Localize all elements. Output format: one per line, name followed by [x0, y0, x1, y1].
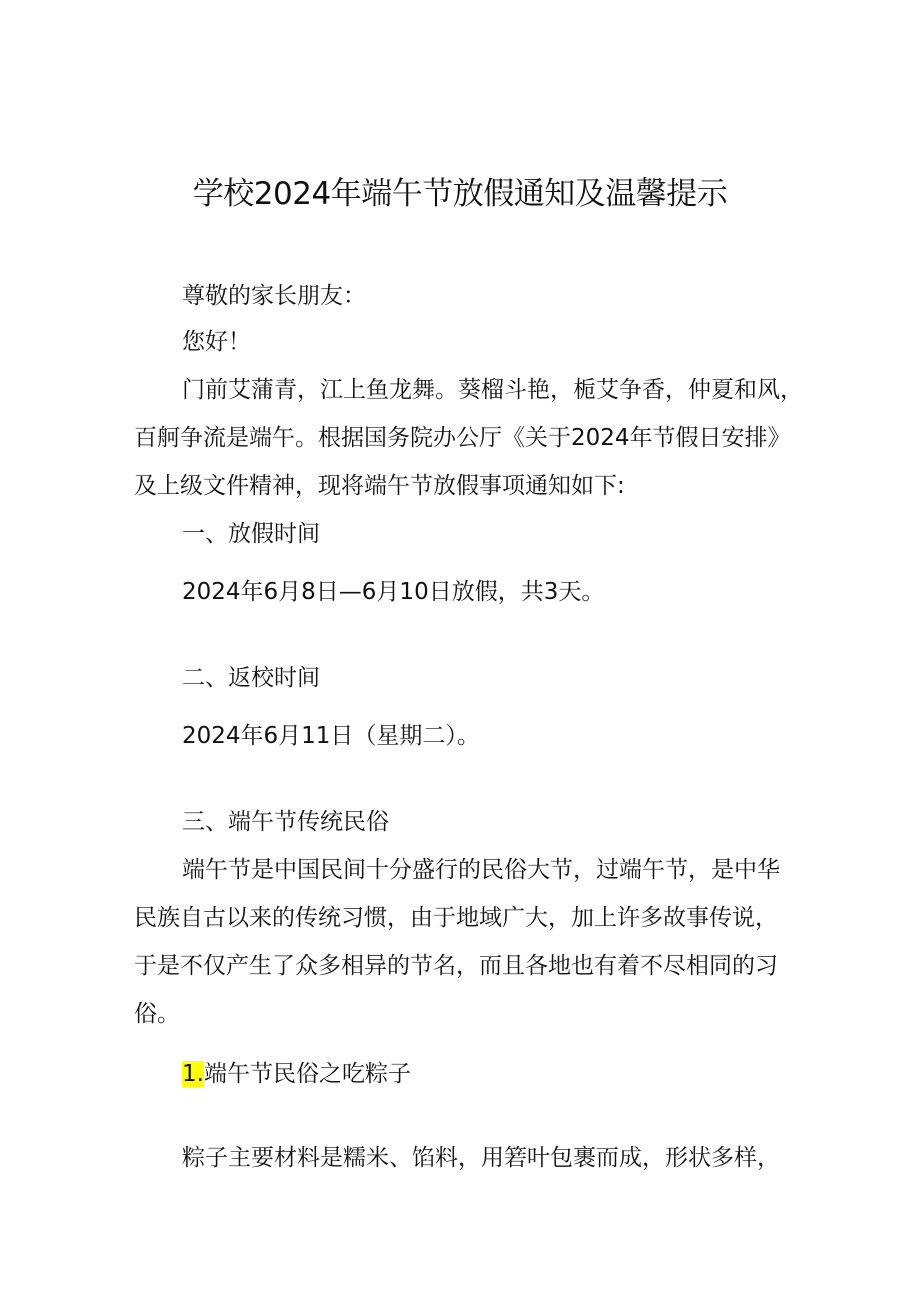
greeting: 您好！ — [182, 329, 251, 355]
intro-line-1: 门前艾蒲青，江上鱼龙舞。葵榴斗艳，栀艾争香，仲夏和风， — [182, 377, 803, 403]
zongzi-line-1: 粽子主要材料是糯米、馅料，用箬叶包裹而成，形状多样， — [182, 1145, 780, 1171]
section-heading-holiday: 一、放假时间 — [182, 521, 320, 547]
subsection-zongzi — [182, 1054, 411, 1094]
customs-line-2: 民族自古以来的传统习惯，由于地域广大，加上许多故事传说， — [134, 905, 778, 931]
salutation: 尊敬的家长朋友： — [182, 283, 366, 309]
section-heading-customs: 三、端午节传统民俗 — [182, 809, 389, 835]
subsection-label: 端午节民俗之吃粽子 — [203, 1061, 411, 1087]
section-heading-return: 二、返校时间 — [182, 665, 320, 691]
customs-line-1: 端午节是中国民间十分盛行的民俗大节，过端午节，是中华 — [182, 857, 780, 883]
intro-line-3: 及上级文件精神，现将端午节放假事项通知如下: — [134, 473, 625, 499]
customs-line-4: 俗。 — [134, 1001, 180, 1027]
holiday-period: 2024年6月8日—6月10日放假，共3天。 — [182, 579, 605, 605]
document-title: 学校2024年端午节放假通知及温馨提示 — [192, 176, 728, 212]
return-date: 2024年6月11日（星期二）。 — [182, 723, 480, 749]
customs-line-3: 于是不仅产生了众多相异的节名，而且各地也有着不尽相同的习 — [134, 953, 778, 979]
subsection-number-highlight: 1. — [182, 1061, 204, 1087]
intro-line-2: 百舸争流是端午。根据国务院办公厅《关于2024年节假日安排》 — [134, 425, 791, 451]
